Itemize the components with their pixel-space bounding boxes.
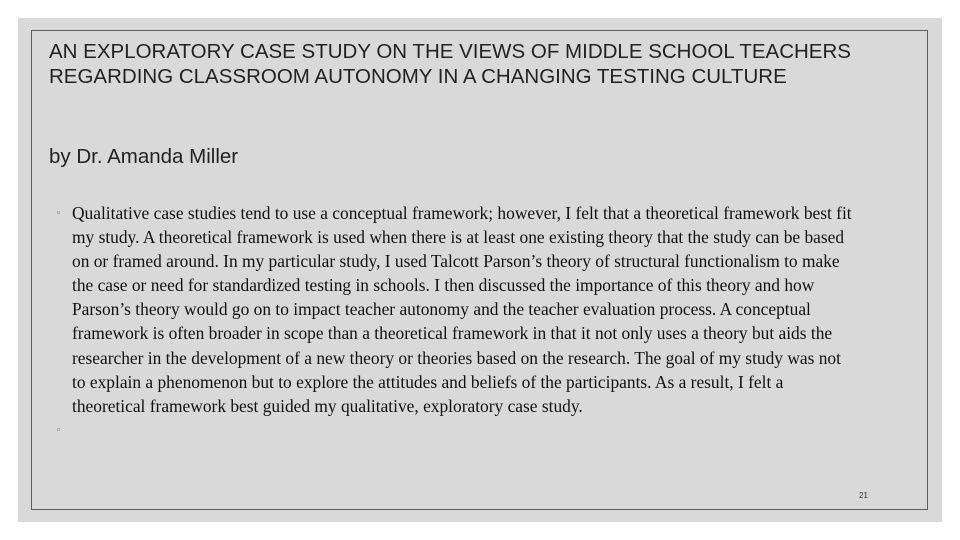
bullet-icon: ◦ (56, 425, 62, 436)
bullet-icon: ◦ (56, 209, 62, 219)
slide-title: AN EXPLORATORY CASE STUDY ON THE VIEWS OF MIDDLE SCHOOL TEACHERS REGARDING CLASSROOM AUTONOMY IN A CHANGING TESTING CULTURE (49, 40, 851, 88)
list-item (54, 201, 854, 418)
bullet-list (54, 201, 854, 442)
bullet-text: Qualitative case studies tend to use a conceptual framework; however, I felt that a theoretical framework best fit my study. A theoretical framework is used when there is at least one existing theory that the study can be based on or framed around. In my particular study, I used Talcott Parson’s theory of structural functionalism to make the case or need for standardized testing in schools. I then discussed the importance of this theory and how Parson’s theory would go on to impact teacher autonomy and the teacher evaluation process. A conceptual framework is often broader in scope than a theoretical framework in that it not only uses a theory but aids the researcher in the development of a new theory or theories based on the research. The goal of my study was not to explain a phenomenon but to explore the attitudes and beliefs of the participants. As a result, I felt a theoretical framework best guided my qualitative, exploratory case study. (72, 203, 852, 416)
author-line: by Dr. Amanda Miller (49, 145, 239, 168)
page-number: 21 (859, 491, 868, 500)
list-item-empty (54, 418, 854, 442)
slide (18, 18, 942, 522)
